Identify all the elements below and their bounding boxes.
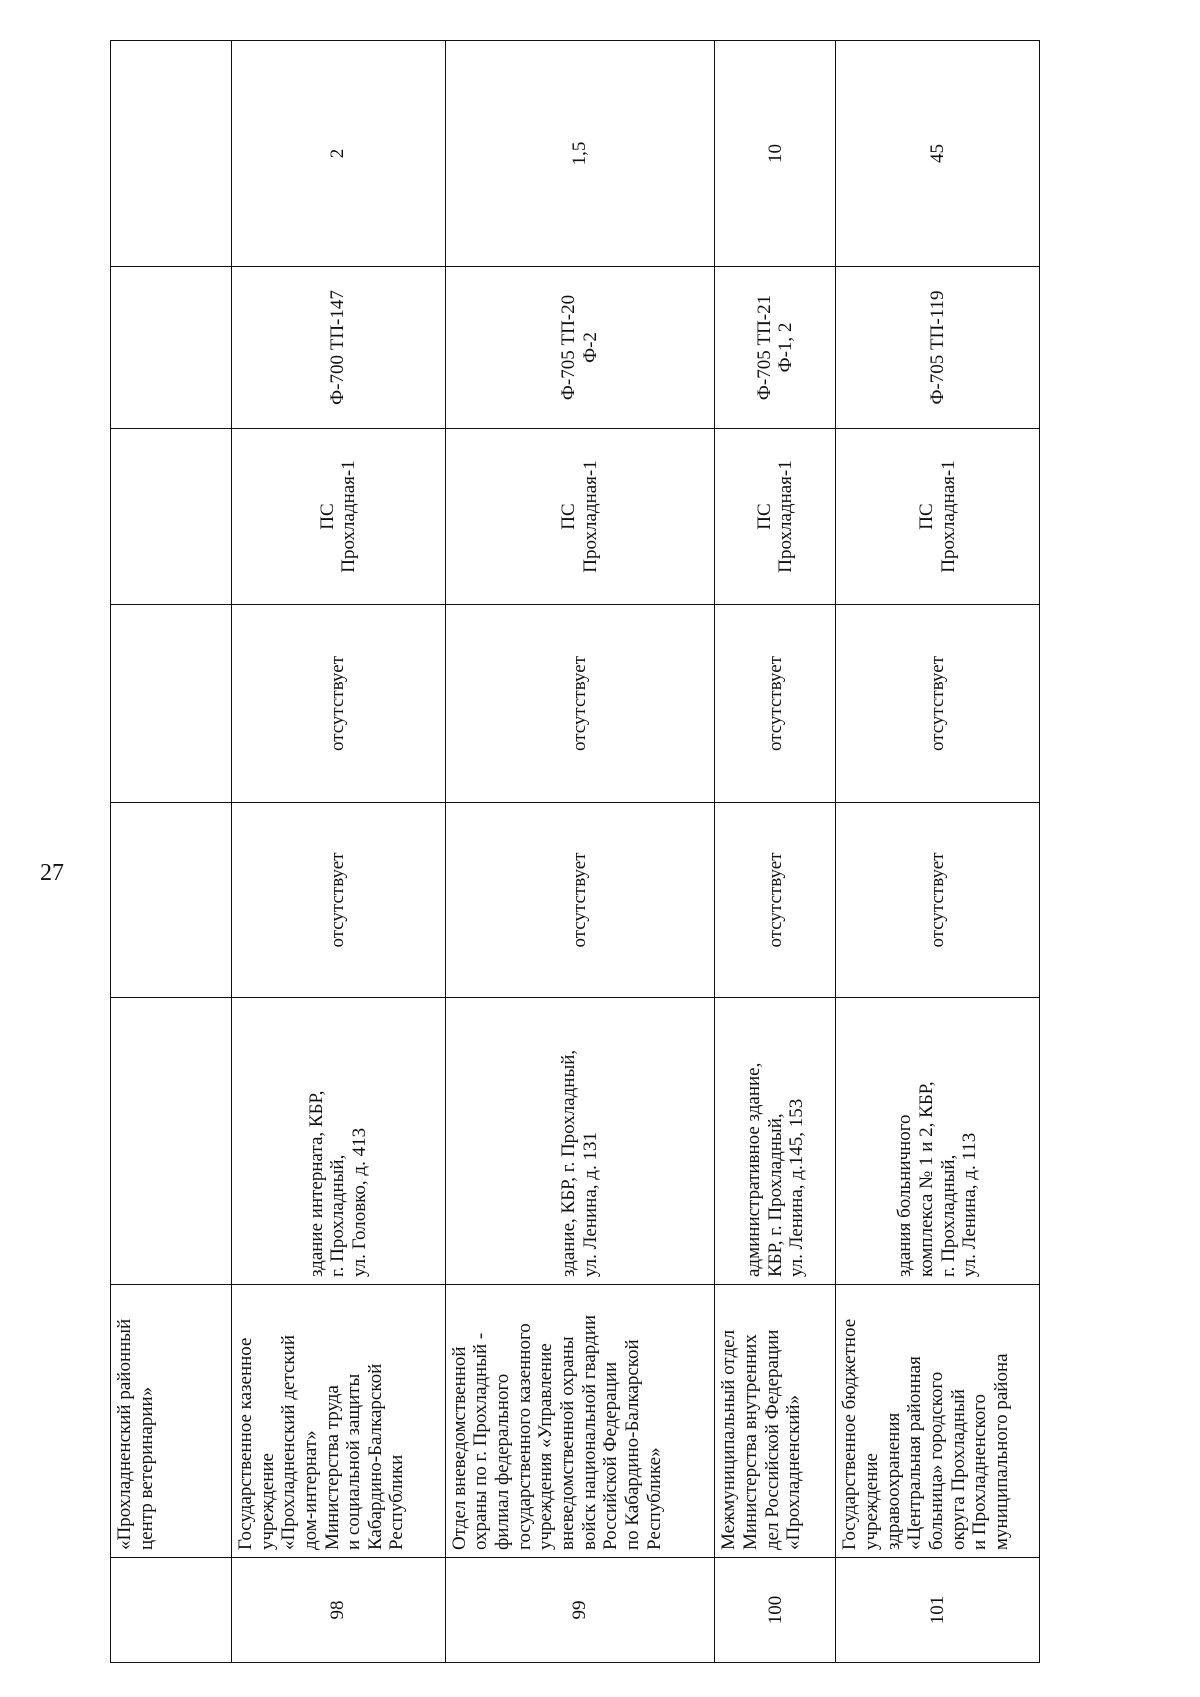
object-address bbox=[111, 998, 232, 1285]
feeder: Ф-705 ТП-20 Ф-2 bbox=[445, 267, 715, 429]
data-table bbox=[110, 40, 1040, 1663]
backup-source-1: отсутствует bbox=[715, 803, 836, 998]
backup-source-2: отсутствует bbox=[836, 605, 1040, 803]
table-row bbox=[836, 41, 1040, 1663]
table-row bbox=[231, 41, 445, 1663]
organization-name: Государственное бюджетное учреждение здравоохранения «Центральная районная больница» городского округа Прохладный и Прохладненского муниципального района bbox=[836, 1285, 1040, 1558]
backup-source-2: отсутствует bbox=[445, 605, 715, 803]
page-number: 27 bbox=[40, 860, 64, 886]
organization-name: Отдел вневедомственной охраны по г. Прохладный - филиал федерального государственного казенного учреждения «Управление вневедомственной охраны войск национальной гвардии Российской Федерации по Кабардино-Балкарской Республике» bbox=[445, 1285, 715, 1558]
table-row bbox=[111, 41, 232, 1663]
organization-name: Государственное казенное учреждение «Прохладненский детский дом-интернат» Министерства труда и социальной защиты Кабардино-Балкарской Республики bbox=[231, 1285, 445, 1558]
backup-source-1 bbox=[111, 803, 232, 998]
substation: ПС Прохладная-1 bbox=[715, 429, 836, 605]
rotated-table-container bbox=[110, 41, 1040, 1663]
object-address: здание интерната, КБР, г. Прохладный, ул. Головко, д. 413 bbox=[231, 998, 445, 1285]
feeder: Ф-705 ТП-21 Ф-1, 2 bbox=[715, 267, 836, 429]
power-value: 10 bbox=[715, 41, 836, 267]
backup-source-2 bbox=[111, 605, 232, 803]
power-value: 1,5 bbox=[445, 41, 715, 267]
row-number: 99 bbox=[445, 1558, 715, 1663]
row-number bbox=[111, 1558, 232, 1663]
backup-source-1: отсутствует bbox=[231, 803, 445, 998]
power-value bbox=[111, 41, 232, 267]
object-address: здания больничного комплекса № 1 и 2, КБР, г. Прохладный, ул. Ленина, д. 113 bbox=[836, 998, 1040, 1285]
row-number: 101 bbox=[836, 1558, 1040, 1663]
row-number: 98 bbox=[231, 1558, 445, 1663]
object-address: административное здание, КБР, г. Прохладный, ул. Ленина, д.145, 153 bbox=[715, 998, 836, 1285]
power-value: 2 bbox=[231, 41, 445, 267]
organization-name: «Прохладненский районный центр ветеринарии» bbox=[111, 1285, 232, 1558]
row-number: 100 bbox=[715, 1558, 836, 1663]
object-address: здание, КБР, г. Прохладный, ул. Ленина, д. 131 bbox=[445, 998, 715, 1285]
power-value: 45 bbox=[836, 41, 1040, 267]
backup-source-1: отсутствует bbox=[836, 803, 1040, 998]
substation: ПС Прохладная-1 bbox=[836, 429, 1040, 605]
backup-source-1: отсутствует bbox=[445, 803, 715, 998]
backup-source-2: отсутствует bbox=[715, 605, 836, 803]
table-row bbox=[715, 41, 836, 1663]
substation bbox=[111, 429, 232, 605]
substation: ПС Прохладная-1 bbox=[231, 429, 445, 605]
substation: ПС Прохладная-1 bbox=[445, 429, 715, 605]
organization-name: Межмуниципальный отдел Министерства внутренних дел Российской Федерации «Прохладненский» bbox=[715, 1285, 836, 1558]
feeder: Ф-700 ТП-147 bbox=[231, 267, 445, 429]
feeder: Ф-705 ТП-119 bbox=[836, 267, 1040, 429]
feeder bbox=[111, 267, 232, 429]
table-row bbox=[445, 41, 715, 1663]
backup-source-2: отсутствует bbox=[231, 605, 445, 803]
